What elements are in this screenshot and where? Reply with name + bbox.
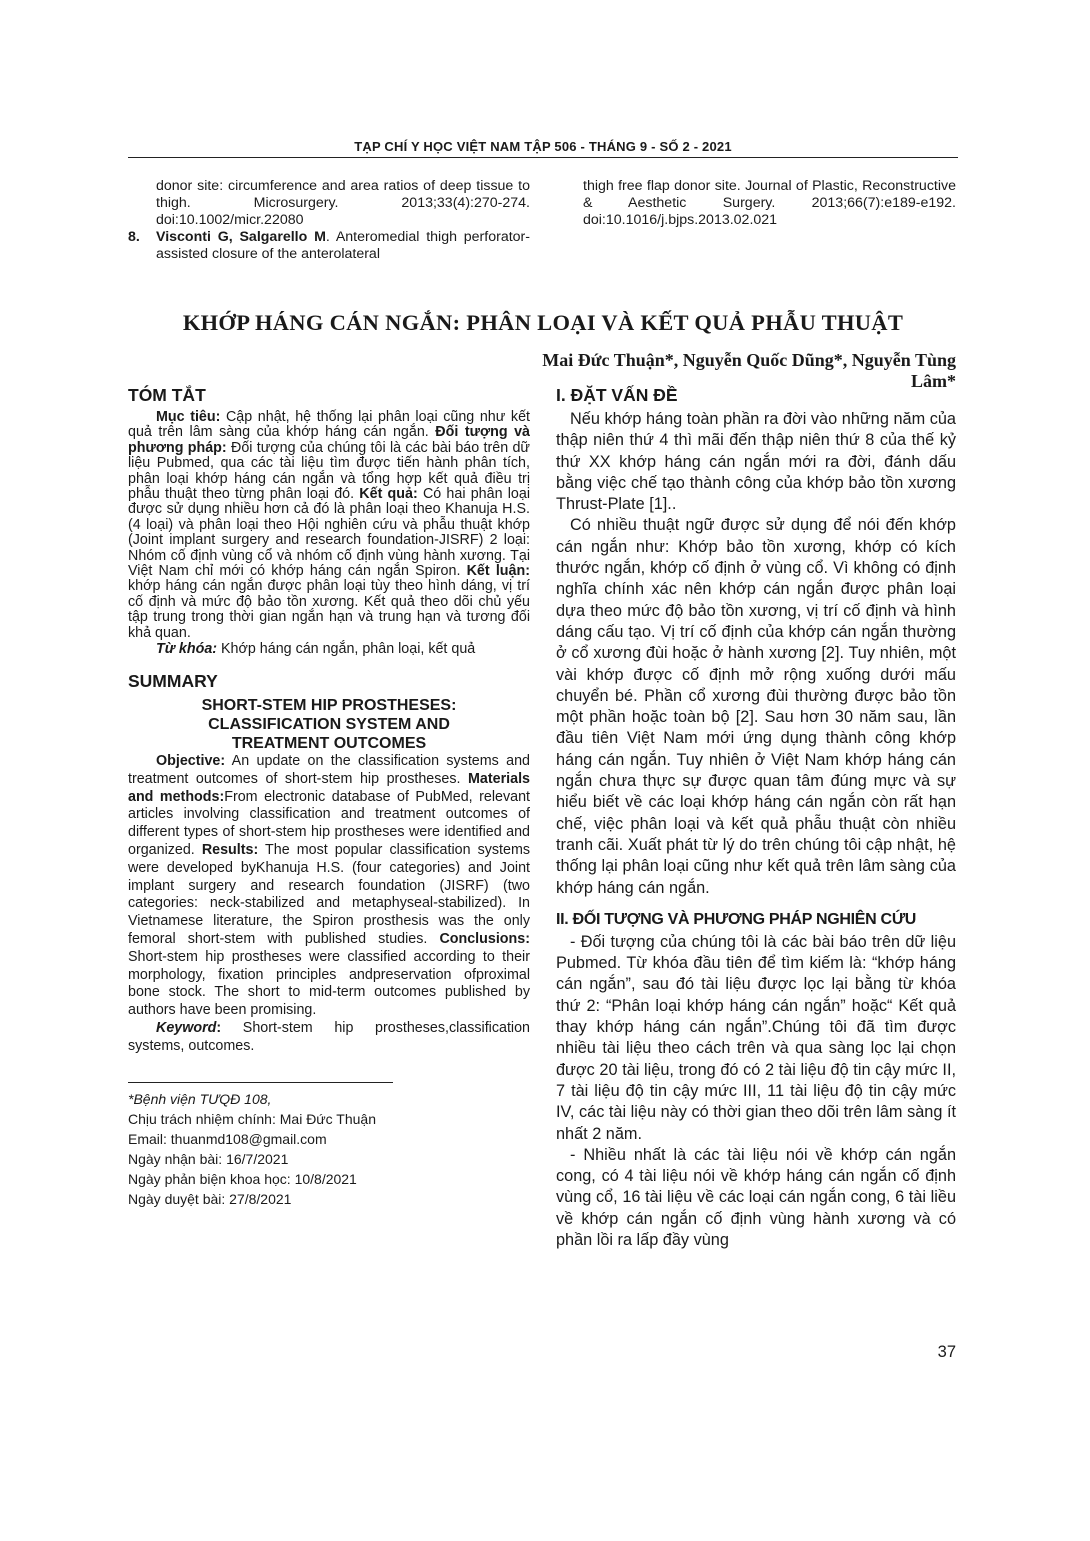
section-2-heading: II. ĐỐI TƯỢNG VÀ PHƯƠNG PHÁP NGHIÊN CỨU bbox=[556, 910, 917, 928]
objective-label: Mục tiêu: bbox=[156, 409, 221, 425]
reference-text: . Anteromedial thigh perforator-assisted closure of the anterolateral bbox=[156, 229, 530, 262]
footnote-email: Email: thuanmd108@gmail.com bbox=[128, 1130, 327, 1147]
en-methods-label: Materials and methods: bbox=[128, 770, 530, 805]
right-column bbox=[556, 385, 956, 1251]
references-left bbox=[128, 178, 530, 263]
summary-title-line-3: TREATMENT OUTCOMES bbox=[231, 735, 427, 753]
methods-label: Đối tượng và phương pháp: bbox=[128, 424, 530, 456]
footnote-responsible: Chịu trách nhiệm chính: Mai Đức Thuận bbox=[128, 1110, 377, 1127]
en-conclusions-label: Conclusions: bbox=[439, 931, 530, 948]
article-title: KHỚP HÁNG CÁN NGẮN: PHÂN LOẠI VÀ KẾT QUẢ PHẪU THUẬT bbox=[182, 310, 904, 335]
keywords-en-text: Short-stem hip prostheses,classification systems, outcomes. bbox=[128, 1020, 530, 1054]
keywords-en-colon: : bbox=[216, 1020, 222, 1037]
summary-title-line-1: SHORT-STEM HIP PROSTHESES: bbox=[201, 697, 457, 715]
left-column bbox=[128, 385, 530, 1209]
reference-7-continuation: donor site: circumference and area ratios of deep tissue to thigh. Microsurgery. 2013;33(4):270-274. doi:10.1002/micr.22080 bbox=[156, 178, 530, 228]
en-results-label: Results: bbox=[201, 842, 259, 859]
section-2-paragraph-2-text: - Nhiều nhất là các tài liệu nói về khớp cán ngắn cong, có 4 tài liệu nói về khớp háng cán ngắn cố định vùng cổ, 16 tài liệu về các loại cán ngắn cong, 6 tài liều về khớp cán ngắn cố định vùng hành xương và có phần lồi ra lấp đầy vùng bbox=[556, 1145, 956, 1249]
summary-title-line-2: CLASSIFICATION SYSTEM AND bbox=[208, 716, 450, 734]
en-objective-text: An update on the classification systems and treatment outcomes of short-stem hip prostheses. bbox=[128, 753, 530, 787]
reference-8-continuation: thigh free flap donor site. Journal of Plastic, Reconstructive & Aesthetic Surgery. 2013;66(7):e189-e192. doi:10.1016/j.bjps.2013.02.021 bbox=[583, 178, 956, 228]
footnote-accepted: Ngày duyệt bài: 27/8/2021 bbox=[128, 1190, 292, 1207]
conclusion-text: khớp háng cán ngắn được phân loại tùy theo hình dáng, vị trí cố định và mức độ bảo tồn xương. Kết quả theo dõi chủ yếu tập trung trong thời gian ngắn hạn và trung hạn và tương đối khả quan. bbox=[128, 578, 530, 641]
keywords-vi-label: Từ khóa: bbox=[156, 641, 218, 658]
en-methods-text: From electronic database of PubMed, relevant articles involving classification and treatment outcomes of different types of short-stem hip prostheses were identified and organized. bbox=[128, 788, 530, 859]
section-1-paragraph-2-text: Có nhiều thuật ngữ được sử dụng để nói đến khớp cán ngắn như: Khớp bảo tồn xương, khớp có kích thước ngắn, khớp cố định ở vùng cổ. Vì không có định nghĩa chính xác nên khớp cán ngắn được phân loại dựa theo mức độ bảo tồn xương, vị trí cố định và hình dáng cấu tạo. Vị trí cố định của khớp cán ngắn thường ở cổ xương đùi hoặc ở hành xương [2]. Tuy nhiên, một vài khớp được cố định mở rộng xuống dưới mấu chuyển bé. Phần cổ xương đùi thường được bảo tồn một phần hoặc toàn bộ [2]. Sau hơn 30 năm sau, lần đầu tiên Việt Nam mới ứng dụng thành công khớp háng cán ngắn. Tuy nhiên ở Việt Nam khớp háng cán ngắn chưa thực sự được quan tâm đúng mực và sự hiểu biết về các loại khớp háng cán ngắn còn rất hạn chế, việc phân loại và kết quả phẫu thuật còn nhiều tranh cãi. Xuất phát từ lý do trên chúng tôi cập nhật, hệ thống lại phân loại cũng như kết quả trên lâm sàng của khớp háng cán ngắn. bbox=[556, 516, 956, 897]
keywords-en bbox=[128, 1020, 530, 1056]
section-2-paragraph-1 bbox=[556, 932, 956, 1145]
section-2-paragraph-1-text: - Đối tượng của chúng tôi là các bài báo trên dữ liệu Pubmed. Từ khóa đầu tiên để tìm kiếm là: “khớp háng cán ngắn”, sau đó tài liệu được lọc lại bằng từ khóa thứ 2: “Phân loại khớp háng cán ngắn” hoặc“ Kết quả thay khớp háng cán ngắn”.Chúng tôi đã tìm được nhiều tài liệu theo cách trên và qua sàng lọc lại chọn được 20 tài liệu, trong đó có 2 tài liệu độ tin cậy mức II, 7 tài liệu độ tin cậy mức III, 11 tài liệu độ tin cậy mức IV, các tài liệu này có thời gian theo dõi trên lâm sàng ít nhất 2 năm. bbox=[556, 932, 956, 1143]
section-1-paragraph-1 bbox=[556, 409, 956, 515]
en-conclusions-text: Short-stem hip prostheses were classified according to their morphology, fixation principles andpreservation ofproximal bone stock. The short to mid-term outcomes published by authors have been promising. bbox=[128, 948, 530, 1019]
keywords-en-label: Keyword bbox=[156, 1020, 217, 1037]
header-rule bbox=[128, 157, 958, 158]
objective-text: Cập nhật, hệ thống lại phân loại cũng như kết quả trên lâm sàng của khớp háng cán ngắn. bbox=[128, 409, 530, 441]
article-authors: Mai Đức Thuận*, Nguyễn Quốc Dũng*, Nguyễn Tùng Lâm* bbox=[542, 350, 956, 391]
results-label: Kết quả: bbox=[359, 486, 418, 503]
footnote-rule bbox=[128, 1082, 393, 1083]
keywords-vi-text: Khớp háng cán ngắn, phân loại, kết quả bbox=[217, 641, 476, 658]
footnote-affiliation: *Bệnh viện TƯQĐ 108, bbox=[128, 1090, 272, 1107]
section-1-heading: I. ĐẶT VẤN ĐỀ bbox=[556, 385, 678, 405]
conclusion-label: Kết luận: bbox=[466, 563, 530, 580]
running-header: TẠP CHÍ Y HỌC VIỆT NAM TẬP 506 - THÁNG 9 - SỐ 2 - 2021 bbox=[354, 139, 732, 154]
summary-heading: SUMMARY bbox=[128, 671, 218, 692]
en-results-text: The most popular classification systems were developed byKhanuja H.S. (four categories) and Joint implant surgery and research foundation (JISRF) (two categories: neck-stabilized and metaphyseal-stabilized). In Vietnamese literature, the Spiron prosthesis was the only femoral short-stem with published studies. bbox=[128, 842, 530, 948]
footnote-reviewed: Ngày phản biện khoa học: 10/8/2021 bbox=[128, 1170, 357, 1187]
footnotes bbox=[128, 1089, 530, 1209]
section-2-paragraph-2 bbox=[556, 1145, 956, 1251]
summary-body bbox=[128, 753, 530, 1020]
section-1-paragraph-2 bbox=[556, 515, 956, 898]
abstract-vi-heading: TÓM TẮT bbox=[128, 385, 206, 405]
reference-number: 8. bbox=[128, 229, 140, 245]
abstract-vi-body bbox=[128, 410, 530, 641]
references-right bbox=[583, 178, 956, 229]
methods-text: Đối tượng của chúng tôi là các bài báo trên dữ liệu Pubmed, qua các tài liệu tìm được tiến hành phân tích, phân loại khớp háng cán ngắn và tổng hợp kết quả điều trị phẫu thuật theo từng phân loại đó. bbox=[128, 439, 530, 503]
section-1-paragraph-1-text: Nếu khớp háng toàn phần ra đời vào những năm của thập niên thứ 4 thì mãi đến thập niên thứ 8 của thế kỷ thứ XX khớp háng cán ngắn mới ra đời, đánh dấu bằng việc chế tạo thành công của khớp bảo tồn xương Thrust-Plate [1].. bbox=[556, 410, 956, 514]
en-objective-label: Objective: bbox=[156, 753, 226, 770]
reference-authors: Visconti G, Salgarello M bbox=[156, 229, 326, 245]
footnote-received: Ngày nhận bài: 16/7/2021 bbox=[128, 1150, 289, 1167]
reference-8 bbox=[128, 229, 530, 263]
keywords-vi bbox=[128, 641, 530, 657]
page-number: 37 bbox=[937, 1343, 956, 1361]
results-text: Có hai phân loại được sử dụng nhiều hơn cả đó là phân loại theo Khanuja H.S. (4 loại) và phân loại theo Hội nghiên cứu và phẫu thuật khớp (Joint implant surgery and research foundation-JISRF) 2 loại: Nhóm cố định vùng cổ và nhóm cố định vùng hành xương. Tại Việt Nam chỉ mới có khớp háng cán ngắn Spiron. bbox=[128, 486, 530, 580]
